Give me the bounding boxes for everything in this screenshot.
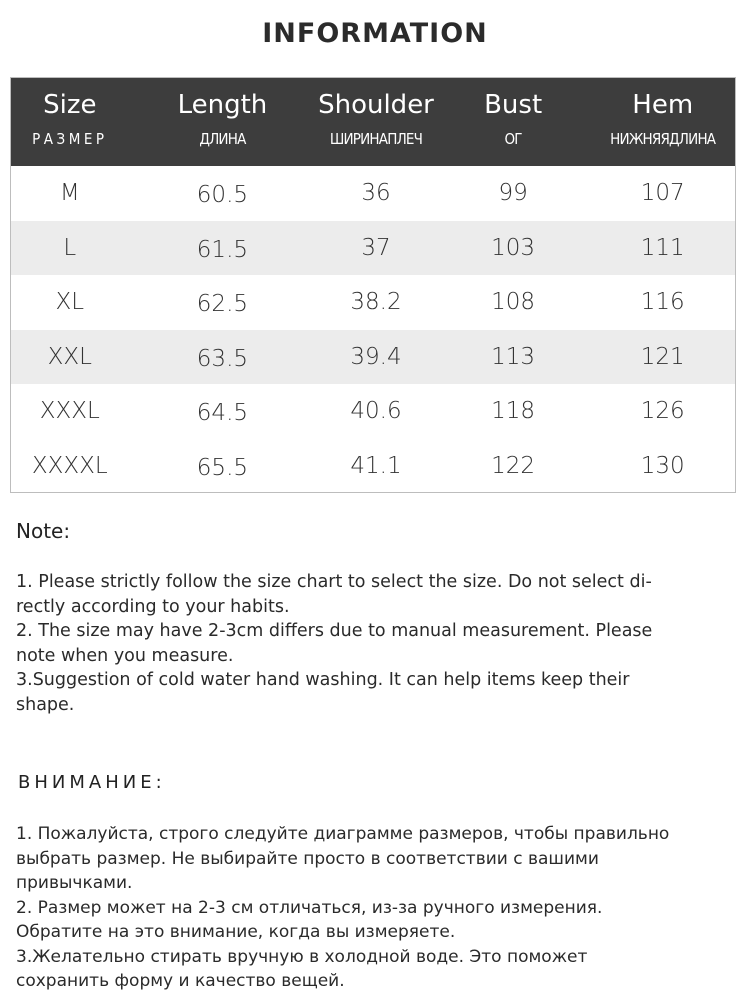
cell-size: XXXXL (31, 452, 108, 479)
header-label-ru: РАЗМЕР (32, 130, 108, 148)
cell-length: 61.5 (196, 236, 249, 263)
cell-length: 63.5 (196, 345, 249, 372)
cell-bust: 122 (491, 452, 536, 479)
header-label-en: Size (43, 90, 97, 120)
table-header (11, 78, 735, 166)
header-label-ru: ДЛИНА (199, 130, 246, 148)
cell-bust: 118 (491, 398, 536, 425)
cell-length: 62.5 (196, 291, 249, 318)
header-label-en: Hem (632, 90, 694, 120)
cell-hem: 121 (640, 343, 685, 370)
cell-size: XL (55, 289, 85, 316)
header-label-ru: НИЖНЯЯДЛИНА (610, 130, 716, 148)
cell-size: XXL (47, 343, 92, 370)
table-row (11, 330, 735, 385)
cell-hem: 116 (640, 289, 685, 316)
cell-shoulder: 39.4 (350, 343, 402, 370)
header-shoulder (316, 78, 436, 166)
cell-bust: 103 (491, 234, 536, 261)
cell-hem: 130 (640, 452, 685, 479)
table-row (11, 439, 735, 494)
size-chart-table (10, 77, 736, 493)
note-item: 1. Пожалуйста, строго следуйте диаграмме размеров, чтобы правильно выбрать размер. Не выбирайте просто в соответствии с вашими привычками. (16, 824, 670, 893)
table-row (11, 166, 735, 221)
note-heading-ru: ВНИМАНИЕ: (18, 772, 166, 793)
cell-hem: 126 (640, 398, 685, 425)
note-heading-en: Note: (16, 519, 71, 543)
note-list-en (16, 570, 736, 717)
header-label-en: Length (177, 90, 268, 120)
cell-bust: 113 (491, 343, 536, 370)
header-length (129, 78, 316, 166)
page-title: INFORMATION (262, 18, 488, 49)
note-item: 1. Please strictly follow the size chart to select the size. Do not select di- rectly according to your habits. (16, 572, 652, 617)
cell-shoulder: 38.2 (350, 289, 402, 316)
table-row (11, 221, 735, 276)
note-item: 3.Suggestion of cold water hand washing. It can help items keep their shape. (16, 670, 630, 715)
header-hem (590, 78, 735, 166)
note-item: 2. The size may have 2-3cm differs due to manual measurement. Please note when you measure. (16, 621, 653, 666)
header-label-ru: ОГ (504, 130, 522, 148)
note-item: 3.Желательно стирать вручную в холодной воде. Это поможет сохранить форму и качество вещей. (16, 946, 588, 991)
cell-size: M (59, 180, 80, 207)
cell-shoulder: 37 (361, 234, 391, 261)
header-size (11, 78, 129, 166)
header-label-en: Shoulder (318, 90, 434, 120)
cell-shoulder: 41.1 (350, 452, 402, 479)
cell-hem: 111 (640, 234, 685, 261)
cell-length: 65.5 (196, 454, 249, 481)
table-row (11, 384, 735, 439)
table-row (11, 275, 735, 330)
cell-shoulder: 36 (361, 180, 391, 207)
note-item: 2. Размер может на 2-3 см отличаться, из-за ручного измерения. Обратите на это внимание, когда вы измеряете. (16, 897, 603, 942)
cell-size: XXXL (39, 398, 100, 425)
cell-length: 64.5 (196, 400, 249, 427)
cell-bust: 99 (498, 180, 528, 207)
header-bust (436, 78, 591, 166)
cell-size: L (63, 234, 77, 261)
cell-length: 60.5 (196, 182, 249, 209)
cell-bust: 108 (491, 289, 536, 316)
header-label-en: Bust (484, 90, 543, 120)
cell-shoulder: 40.6 (350, 398, 402, 425)
cell-hem: 107 (640, 180, 685, 207)
header-label-ru: ШИРИНАПЛЕЧ (329, 130, 423, 148)
note-list-ru (16, 822, 738, 994)
table-body (11, 166, 735, 493)
